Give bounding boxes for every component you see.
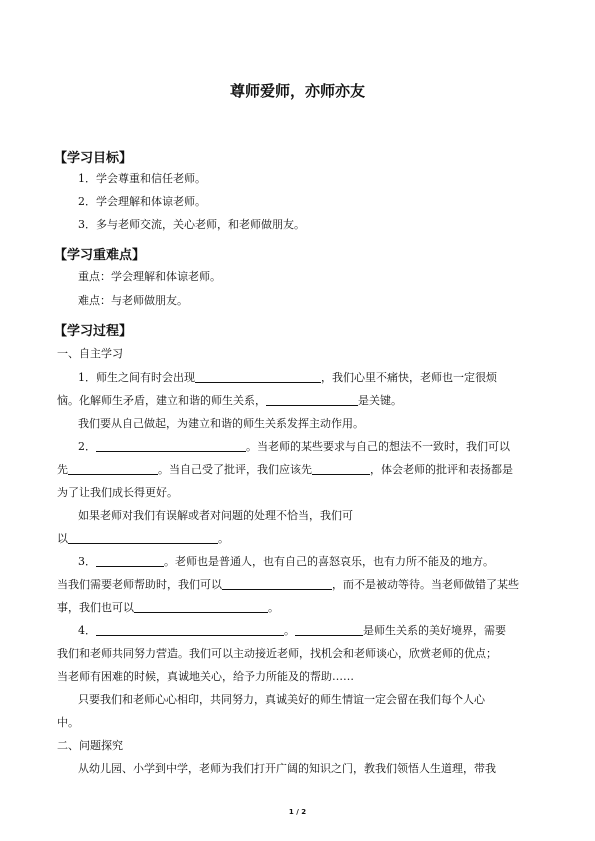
- text-run: 。当老师的某些要求与自己的想法不一致时，我们可以: [246, 440, 510, 453]
- fill-blank[interactable]: [134, 601, 268, 613]
- section-heading-process: 【学习过程】: [54, 324, 133, 339]
- fill-blank[interactable]: [295, 624, 363, 636]
- paragraph-line: [0, 578, 595, 592]
- paragraph-line: 只要我们和老师心心相印，共同努力，真诚美好的师生情谊一定会留在我们每个人心: [78, 693, 485, 706]
- text-run: ，我们心里不痛快，老师也一定很烦: [321, 371, 497, 384]
- fill-blank[interactable]: [96, 555, 164, 567]
- fill-blank[interactable]: [96, 440, 246, 452]
- paragraph-line: [0, 440, 595, 454]
- key-point-item: 重点：学会理解和体谅老师。: [78, 270, 221, 283]
- text-run: 事，我们也可以: [57, 601, 134, 614]
- section-heading-goals: 【学习目标】: [54, 151, 133, 166]
- fill-blank[interactable]: [266, 394, 358, 406]
- goal-item: 1．学会尊重和信任老师。: [78, 172, 206, 185]
- paragraph-line: 如果老师对我们有误解或者对问题的处理不恰当，我们可: [78, 509, 353, 522]
- text-run: 。: [268, 601, 279, 614]
- text-run: 恼。化解师生矛盾，建立和谐的师生关系，: [57, 394, 266, 407]
- paragraph-line: 从幼儿园、小学到中学，老师为我们打开广阔的知识之门，教我们领悟人生道理，带我: [78, 762, 496, 775]
- document-title: 尊师爱师，亦师亦友: [229, 82, 365, 100]
- text-run: ，体会老师的批评和表扬都是: [370, 463, 513, 476]
- paragraph-line: 为了让我们成长得更好。: [57, 486, 178, 499]
- text-run: 以: [57, 532, 68, 545]
- paragraph-line: 我们要从自己做起，为建立和谐的师生关系发挥主动作用。: [78, 417, 364, 430]
- key-point-item: 难点：与老师做朋友。: [78, 294, 188, 307]
- fill-blank[interactable]: [68, 463, 158, 475]
- fill-blank[interactable]: [96, 624, 284, 636]
- text-run: 4．: [78, 624, 96, 637]
- fill-blank[interactable]: [68, 532, 218, 544]
- paragraph-line: [0, 463, 595, 477]
- text-run: 。: [218, 532, 229, 545]
- text-run: 。当自己受了批评，我们应该先: [158, 463, 312, 476]
- text-run: ，而不是被动等待。当老师做错了某些: [332, 578, 519, 591]
- part-label: 二、问题探究: [57, 739, 123, 752]
- text-run: 先: [57, 463, 68, 476]
- paragraph-line: 当老师有困难的时候，真诚地关心，给予力所能及的帮助……: [57, 670, 354, 683]
- text-run: 。老师也是普通人，也有自己的喜怒哀乐，也有力所不能及的地方。: [164, 555, 494, 568]
- paragraph-line: [0, 601, 595, 615]
- section-heading-key-points: 【学习重难点】: [54, 248, 146, 263]
- text-run: 2．: [78, 440, 96, 453]
- paragraph-line: [0, 555, 595, 569]
- paragraph-line: [0, 532, 595, 546]
- paragraph-line: [0, 371, 595, 385]
- paragraph-line: [0, 624, 595, 638]
- text-run: 1．师生之间有时会出现: [78, 371, 195, 384]
- text-run: 。: [284, 624, 295, 637]
- fill-blank[interactable]: [195, 371, 321, 383]
- paragraph-line: 中。: [57, 716, 79, 729]
- text-run: 是师生关系的美好境界，需要: [363, 624, 506, 637]
- fill-blank[interactable]: [312, 463, 370, 475]
- text-run: 是关键。: [358, 394, 402, 407]
- paragraph-line: 我们和老师共同努力营造。我们可以主动接近老师，找机会和老师谈心，欣赏老师的优点；: [57, 647, 497, 660]
- part-label: 一、自主学习: [57, 347, 123, 360]
- paragraph-line: [0, 394, 595, 408]
- goal-item: 3．多与老师交流，关心老师，和老师做朋友。: [78, 218, 305, 231]
- page-number: 1 / 2: [288, 808, 307, 816]
- text-run: 3．: [78, 555, 96, 568]
- goal-item: 2．学会理解和体谅老师。: [78, 195, 206, 208]
- text-run: 当我们需要老师帮助时，我们可以: [57, 578, 222, 591]
- fill-blank[interactable]: [222, 578, 332, 590]
